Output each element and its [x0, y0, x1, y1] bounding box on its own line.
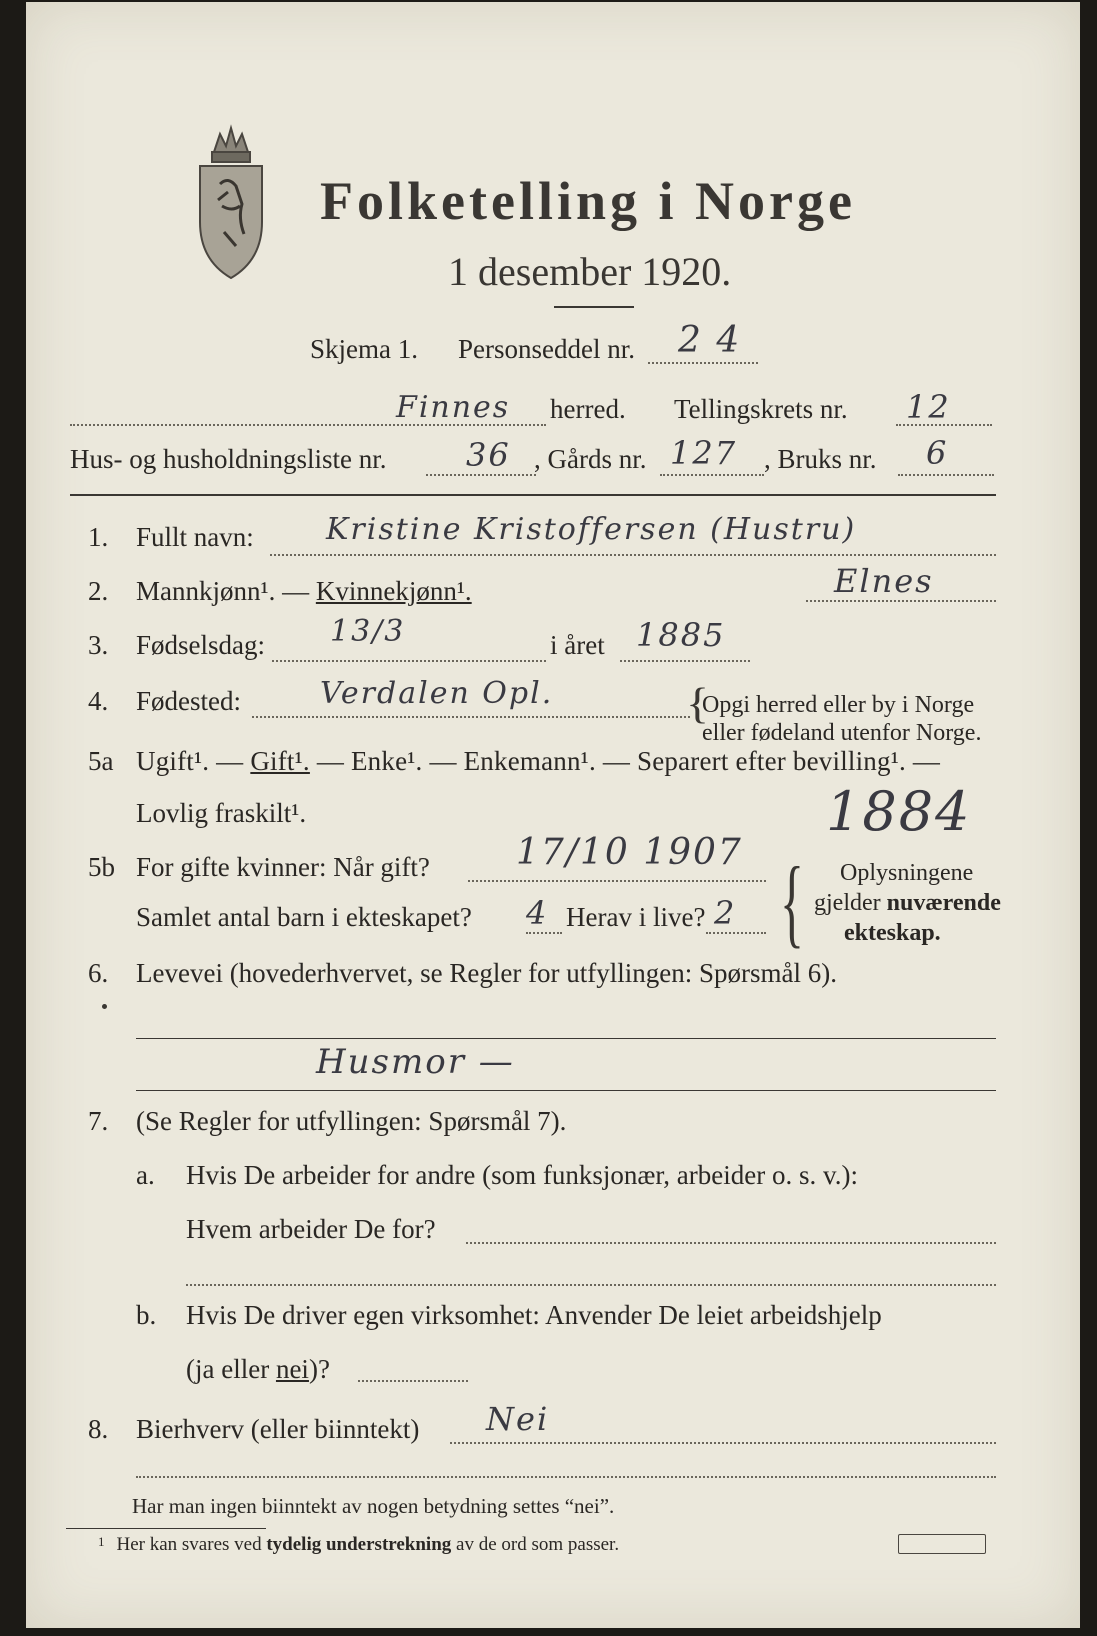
- q5a-rest: — Enke¹. — Enkemann¹. — Separert efter bevilling¹. —: [309, 746, 941, 776]
- title-divider: [554, 306, 634, 308]
- q4-brace: {: [686, 679, 710, 728]
- q1-label: Fullt navn:: [136, 522, 254, 552]
- q4-line: [252, 716, 690, 718]
- q4-label: Fødested:: [136, 686, 241, 716]
- q5b-married-value: 17/10 1907: [516, 832, 743, 873]
- herred-value: Finnes: [396, 390, 511, 425]
- herred-label: herred.: [550, 394, 626, 424]
- q7b-line1: Hvis De driver egen virksomhet: Anvender De leiet arbeidshjelp: [186, 1300, 882, 1330]
- footnote: [98, 1534, 619, 1556]
- personseddel-line: [648, 362, 758, 364]
- q4-note-line2: eller fødeland utenfor Norge.: [702, 720, 982, 746]
- q5a-label: [136, 746, 940, 777]
- q1-line: [270, 554, 996, 556]
- footnote-rule: [66, 1528, 266, 1529]
- footnote-number: 1: [98, 1534, 105, 1549]
- q5b-note-current: nuværende: [886, 890, 1001, 916]
- schema-label: Skjema 1.: [310, 334, 418, 364]
- q8-label: Bierhverv (eller biinntekt): [136, 1414, 420, 1444]
- q5b-note-applies: gjelder: [814, 890, 887, 916]
- gards-label: , Gårds nr.: [534, 444, 647, 474]
- gards-value: 127: [670, 434, 738, 472]
- q2-male: Mannkjønn¹. —: [136, 576, 316, 606]
- q6-line2: [136, 1090, 996, 1091]
- q7a-line2: Hvem arbeider De for?: [186, 1214, 436, 1244]
- printer-stamp: [898, 1534, 986, 1554]
- q4-note-line1: Opgi herred eller by i Norge: [702, 692, 975, 718]
- hus-line: [426, 474, 536, 476]
- q1-number: 1.: [88, 522, 109, 552]
- q1-value-line1: Kristine Kristoffersen (Hustru): [326, 512, 857, 547]
- q5b-married-line: [468, 880, 766, 882]
- q5b-children-value: 4: [526, 894, 549, 932]
- q5a-married: Gift¹.: [250, 746, 310, 776]
- q4-number: 4.: [88, 686, 109, 716]
- q6-label: Levevei (hovederhvervet, se Regler for utfyllingen: Spørsmål 6).: [136, 958, 838, 988]
- q7a-answer-line: [466, 1242, 996, 1244]
- hus-value: 36: [466, 436, 511, 474]
- bruks-line: [898, 474, 994, 476]
- bruks-label: , Bruks nr.: [764, 444, 877, 474]
- q7b-letter: b.: [136, 1300, 157, 1330]
- personseddel-label: Personseddel nr.: [458, 334, 635, 364]
- q5a-number: 5a: [88, 746, 114, 776]
- footnote-text-c: av de ord som passer.: [451, 1534, 620, 1555]
- q7a-letter: a.: [136, 1160, 155, 1190]
- q5b-alive-line: [706, 932, 766, 934]
- q3-year-value: 1885: [636, 616, 726, 654]
- q2-female: Kvinnekjønn¹.: [315, 576, 472, 606]
- q8-number: 8.: [88, 1414, 109, 1444]
- q8-value: Nei: [486, 1400, 550, 1438]
- q5b-alive-value: 2: [714, 894, 737, 932]
- q5a-margin-note: 1884: [826, 780, 972, 843]
- q5b-note-line1: Oplysningene: [840, 860, 974, 886]
- q3-year-label: i året: [550, 630, 605, 660]
- footnote-text-a: Her kan svares ved: [116, 1534, 267, 1555]
- q2-label: [136, 576, 472, 607]
- gards-line: [660, 474, 764, 476]
- q1-line2: [806, 600, 996, 602]
- q5b-note-line2: [814, 890, 1001, 917]
- q7b-close: )?: [308, 1354, 330, 1384]
- q7-number: 7.: [88, 1106, 109, 1136]
- q5b-note-line3: ekteskap.: [844, 920, 941, 946]
- q5b-number: 5b: [88, 852, 115, 882]
- form-title: Folketelling i Norge: [320, 171, 856, 231]
- bruks-value: 6: [926, 434, 949, 472]
- tellingskrets-label: Tellingskrets nr.: [674, 394, 848, 424]
- q7b-answer-line: [358, 1380, 468, 1382]
- q5b-alive-label: Herav i live?: [566, 902, 706, 932]
- q3-day-line: [272, 660, 546, 662]
- q7a-answer-line2: [186, 1284, 996, 1286]
- q8-line: [450, 1442, 996, 1444]
- q7-label: (Se Regler for utfyllingen: Spørsmål 7).: [136, 1106, 567, 1136]
- footer-note: Har man ingen biinntekt av nogen betydning settes “nei”.: [132, 1494, 615, 1518]
- q5b-children-line: [526, 932, 562, 934]
- q8-line2: [136, 1476, 996, 1478]
- q7b-line2: [186, 1354, 330, 1385]
- q5a-unmarried: Ugift¹. —: [136, 746, 251, 776]
- q7b-no: nei: [275, 1354, 309, 1384]
- q4-value: Verdalen Opl.: [320, 676, 554, 711]
- census-form-page: [26, 2, 1080, 1628]
- q5b-label2: Samlet antal barn i ekteskapet?: [136, 902, 472, 932]
- footnote-emphasis: tydelig understrekning: [266, 1534, 452, 1555]
- q5a-line2: Lovlig fraskilt¹.: [136, 798, 307, 828]
- q5b-brace: {: [780, 846, 804, 957]
- coat-of-arms-icon: [192, 122, 270, 282]
- q7a-line1: Hvis De arbeider for andre (som funksjonær, arbeider o. s. v.):: [186, 1160, 858, 1190]
- q2-number: 2.: [88, 576, 109, 606]
- q3-day-value: 13/3: [330, 614, 406, 649]
- census-date: 1 desember 1920.: [448, 249, 732, 294]
- q6-value: Husmor —: [316, 1042, 515, 1082]
- tellingskrets-value: 12: [906, 388, 951, 426]
- q1-value-line2: Elnes: [834, 562, 934, 600]
- hus-label: Hus- og husholdningsliste nr.: [70, 444, 387, 474]
- q7b-yes-or: (ja eller: [186, 1354, 276, 1384]
- q5b-label1: For gifte kvinner: Når gift?: [136, 852, 430, 882]
- q3-year-line: [620, 660, 750, 662]
- personseddel-value: 2 4: [678, 320, 742, 361]
- q3-number: 3.: [88, 630, 109, 660]
- q6-number: 6.: [88, 958, 109, 988]
- q6-bullet: [102, 1004, 107, 1009]
- header-rule: [70, 494, 996, 496]
- q3-label: Fødselsdag:: [136, 630, 266, 660]
- q6-line1: [136, 1038, 996, 1039]
